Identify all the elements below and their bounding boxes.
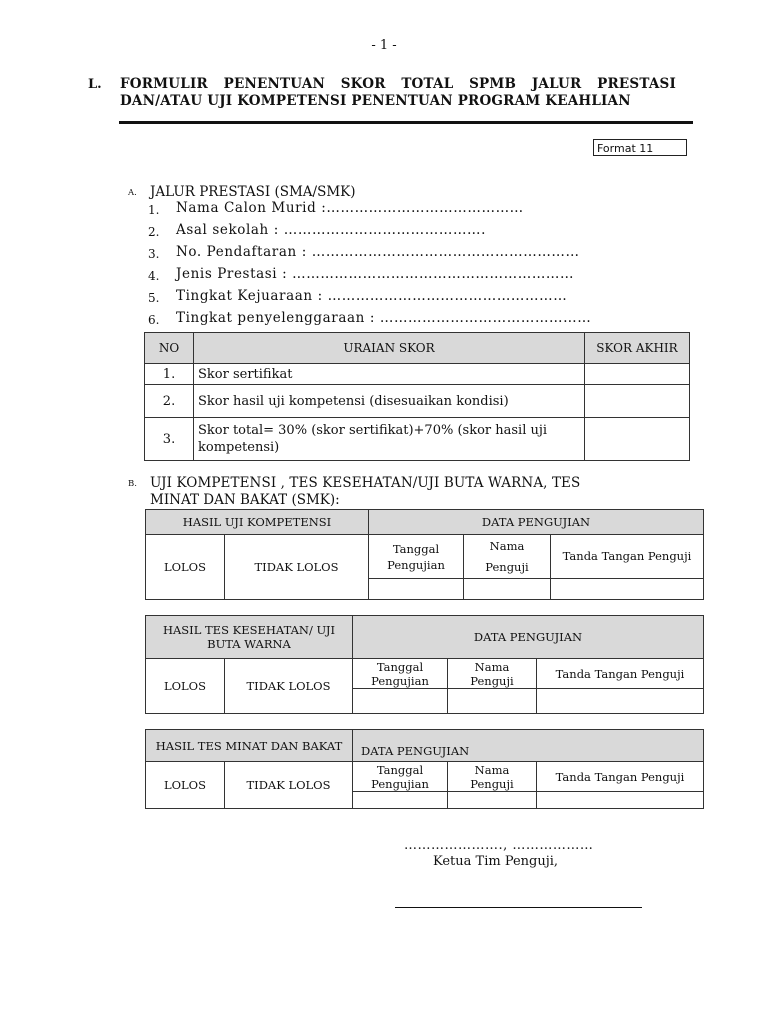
- kesehatan-table: [145, 615, 704, 714]
- row-uraian: Skor hasil uji kompetensi (disesuaikan kondisi): [194, 385, 585, 418]
- tanda-tangan-label: Tanda Tangan Penguji: [551, 535, 704, 579]
- nama-penguji-label: Nama Penguji: [464, 535, 551, 579]
- tanda-tangan-field[interactable]: [537, 792, 704, 809]
- header-no: NO: [145, 333, 194, 364]
- section-letter: L.: [88, 77, 102, 92]
- section-a-letter: A.: [128, 188, 137, 198]
- section-b-title-line2: MINAT DAN BAKAT (SMK):: [150, 492, 340, 508]
- row-number: 3.: [145, 418, 194, 461]
- format-label: Format 11: [593, 139, 687, 156]
- tanda-tangan-label: Tanda Tangan Penguji: [537, 762, 704, 792]
- lolos-option[interactable]: LOLOS: [146, 535, 225, 600]
- field-asal-sekolah[interactable]: Asal sekolah : …………………………………….: [176, 222, 487, 238]
- tanda-tangan-field[interactable]: [537, 689, 704, 714]
- lolos-option[interactable]: LOLOS: [146, 762, 225, 809]
- nama-penguji-label: Nama Penguji: [448, 762, 537, 792]
- signer-role: Ketua Tim Penguji,: [433, 854, 559, 869]
- nama-penguji-label: Nama Penguji: [448, 659, 537, 689]
- score-table: [144, 332, 690, 461]
- item-number: 6.: [148, 313, 160, 327]
- item-number: 4.: [148, 269, 160, 283]
- field-tingkat-penyelenggaraan[interactable]: Tingkat penyelenggaraan : ………………………………………: [176, 310, 592, 326]
- section-a-title: JALUR PRESTASI (SMA/SMK): [150, 184, 356, 200]
- nama-field[interactable]: [464, 579, 551, 600]
- section-b-letter: B.: [128, 479, 137, 489]
- tidak-lolos-option[interactable]: TIDAK LOLOS: [225, 659, 353, 714]
- row-number: 2.: [145, 385, 194, 418]
- field-nama-calon-murid[interactable]: Nama Calon Murid :……………………………………: [176, 200, 524, 216]
- tanggal-field[interactable]: [369, 579, 464, 600]
- row-number: 1.: [145, 364, 194, 385]
- nama-field[interactable]: [448, 792, 537, 809]
- item-number: 5.: [148, 291, 160, 305]
- tanggal-pengujian-label: Tanggal Pengujian: [353, 762, 448, 792]
- tanda-tangan-label: Tanda Tangan Penguji: [537, 659, 704, 689]
- tanggal-pengujian-label: Tanggal Pengujian: [369, 535, 464, 579]
- nama-field[interactable]: [448, 689, 537, 714]
- hasil-tes-kesehatan-header: HASIL TES KESEHATAN/ UJI BUTA WARNA: [146, 616, 353, 659]
- header-uraian-skor: URAIAN SKOR: [194, 333, 585, 364]
- kompetensi-table: [145, 509, 704, 600]
- skor-akhir-cell[interactable]: [585, 364, 690, 385]
- tanggal-field[interactable]: [353, 792, 448, 809]
- hasil-uji-kompetensi-header: HASIL UJI KOMPETENSI: [146, 510, 369, 535]
- skor-akhir-cell[interactable]: [585, 418, 690, 461]
- data-pengujian-header: DATA PENGUJIAN: [353, 616, 704, 659]
- title-underline: [119, 121, 693, 124]
- skor-akhir-cell[interactable]: [585, 385, 690, 418]
- data-pengujian-header: DATA PENGUJIAN: [369, 510, 704, 535]
- page-number: - 1 -: [371, 38, 397, 53]
- tanda-tangan-field[interactable]: [551, 579, 704, 600]
- tidak-lolos-option[interactable]: TIDAK LOLOS: [225, 535, 369, 600]
- lolos-option[interactable]: LOLOS: [146, 659, 225, 714]
- field-tingkat-kejuaraan[interactable]: Tingkat Kejuaraan : ……………………………………………: [176, 288, 568, 304]
- row-uraian: Skor sertifikat: [194, 364, 585, 385]
- data-pengujian-header: DATA PENGUJIAN: [353, 730, 704, 762]
- tanggal-pengujian-label: Tanggal Pengujian: [353, 659, 448, 689]
- tanggal-field[interactable]: [353, 689, 448, 714]
- section-b-title-line1: UJI KOMPETENSI , TES KESEHATAN/UJI BUTA WARNA, TES: [150, 475, 581, 491]
- form-title-line1: FORMULIR PENENTUAN SKOR TOTAL SPMB JALUR PRESTASI: [120, 76, 676, 92]
- item-number: 2.: [148, 225, 160, 239]
- tidak-lolos-option[interactable]: TIDAK LOLOS: [225, 762, 353, 809]
- place-date-line[interactable]: …………………., ………………: [404, 838, 594, 853]
- minat-bakat-table: [145, 729, 704, 809]
- field-no-pendaftaran[interactable]: No. Pendaftaran : …………………………………………………: [176, 244, 580, 260]
- header-skor-akhir: SKOR AKHIR: [585, 333, 690, 364]
- item-number: 3.: [148, 247, 160, 261]
- row-uraian: Skor total= 30% (skor sertifikat)+70% (skor hasil uji kompetensi): [194, 418, 585, 461]
- item-number: 1.: [148, 203, 160, 217]
- signature-line[interactable]: [395, 907, 642, 908]
- form-title-line2: DAN/ATAU UJI KOMPETENSI PENENTUAN PROGRAM KEAHLIAN: [120, 93, 631, 109]
- field-jenis-prestasi[interactable]: Jenis Prestasi : ……………………………………………………: [176, 266, 575, 282]
- hasil-tes-minat-header: HASIL TES MINAT DAN BAKAT: [146, 730, 353, 762]
